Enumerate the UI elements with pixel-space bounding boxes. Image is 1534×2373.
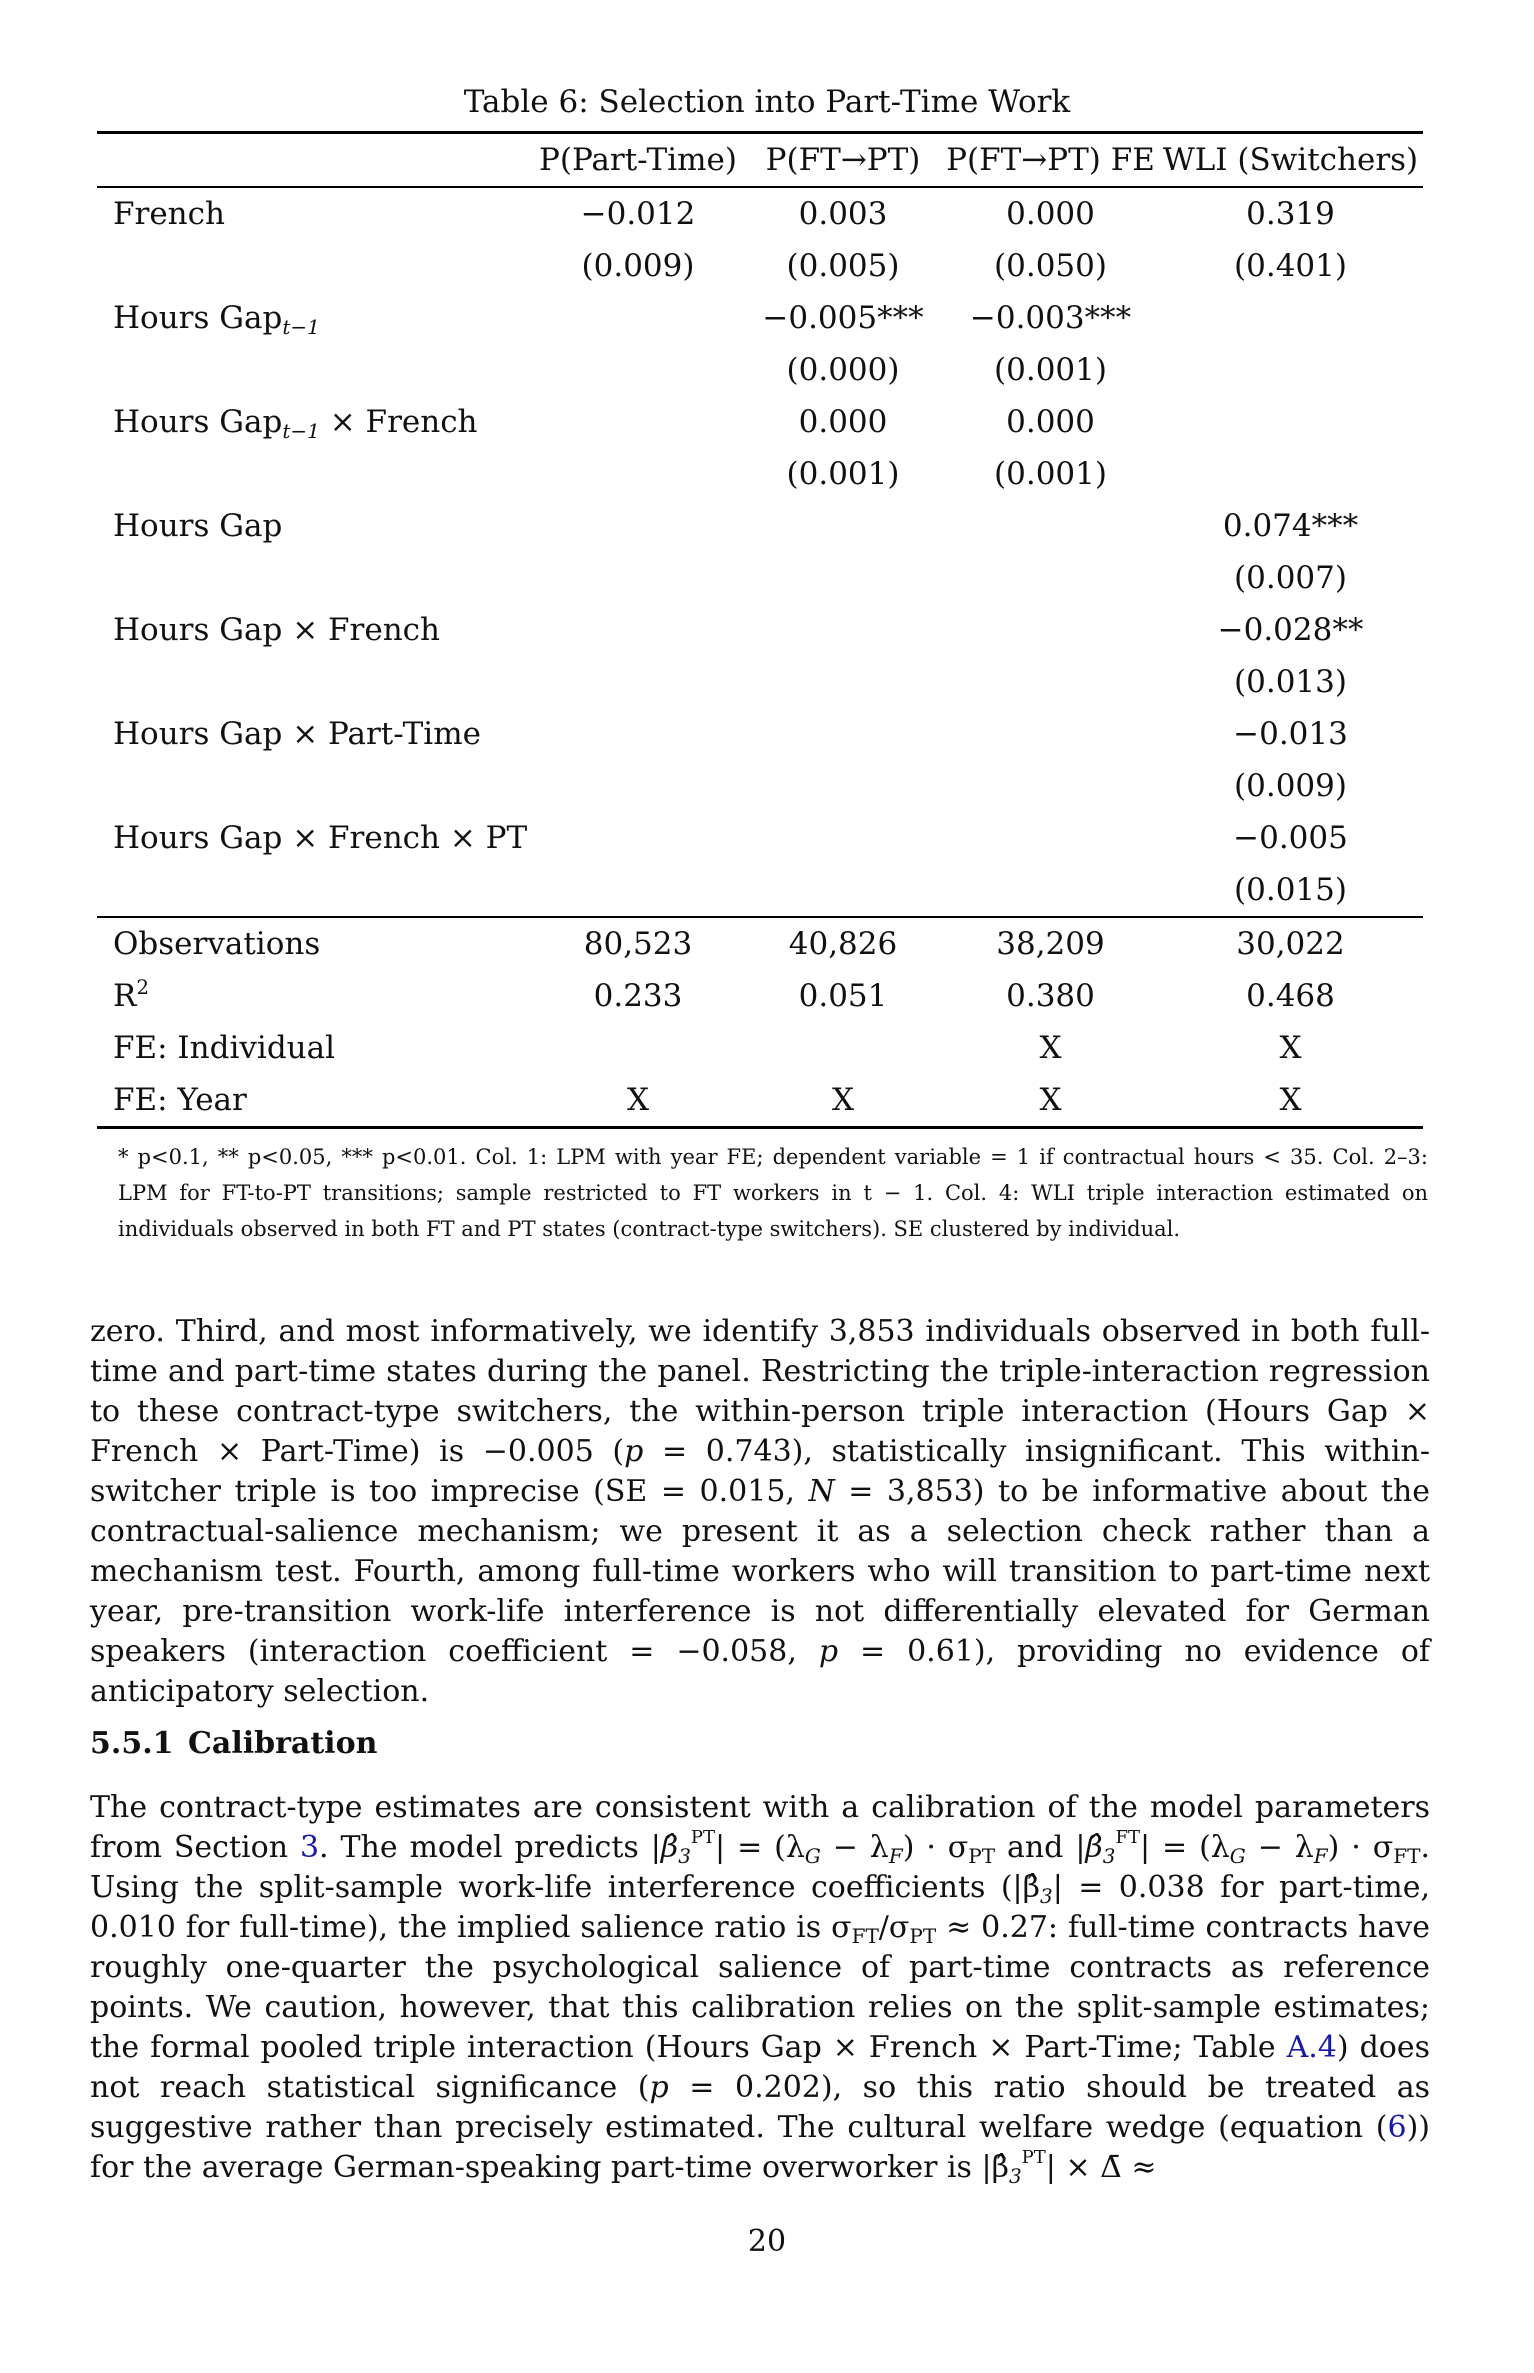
se-cell: [533, 344, 743, 396]
row-label: Hours Gap × Part-Time: [113, 716, 481, 752]
stats-row: [97, 1022, 1423, 1074]
se-cell: [943, 864, 1158, 917]
header-blank: [97, 133, 533, 188]
coef-cell: 0.319: [1158, 187, 1423, 240]
coef-cell: [533, 396, 743, 448]
se-cell: [943, 656, 1158, 708]
stats-cell: X: [743, 1074, 943, 1128]
section-heading: [90, 1724, 377, 1764]
row-label: Hours Gap × French: [113, 612, 440, 648]
column-header: P(FT→PT): [743, 133, 943, 188]
stats-row: [97, 917, 1423, 970]
table-row-se: [97, 344, 1423, 396]
coef-cell: [743, 708, 943, 760]
se-cell: [743, 864, 943, 917]
stats-cell: X: [1158, 1074, 1423, 1128]
coef-cell: [943, 604, 1158, 656]
table-row: [97, 500, 1423, 552]
stats-cell: 0.051: [798, 978, 888, 1014]
coef-cell: −0.012: [533, 187, 743, 240]
section-number: 5.5.1: [90, 1726, 174, 1761]
se-cell: (0.001): [786, 456, 900, 492]
coef-cell: [533, 292, 743, 344]
regression-table: [97, 131, 1423, 1129]
se-cell: [533, 448, 743, 500]
coef-cell: 0.074***: [1222, 508, 1359, 544]
stats-cell: 40,826: [743, 917, 943, 970]
se-cell: (0.007): [1234, 560, 1347, 596]
stats-cell: [743, 1022, 943, 1074]
se-cell: [943, 760, 1158, 812]
coef-cell: [1158, 396, 1423, 448]
coef-cell: −0.003***: [969, 300, 1132, 336]
se-cell: (0.009): [1234, 768, 1347, 804]
se-cell: [1158, 448, 1423, 500]
stats-row: [97, 1074, 1423, 1128]
row-label: Hours Gap$_{t-1}$: [113, 300, 320, 339]
stats-label: FE: Individual: [113, 1030, 336, 1066]
coef-cell: 0.003: [743, 187, 943, 240]
table-row: [97, 708, 1423, 760]
stats-cell: [533, 1022, 743, 1074]
equation-reference-link[interactable]: 6: [1387, 2110, 1407, 2145]
table-row-se: [97, 240, 1423, 292]
se-cell: [533, 864, 743, 917]
se-cell: [743, 760, 943, 812]
se-cell: (0.050): [994, 248, 1107, 284]
stats-label: FE: Year: [97, 1074, 533, 1128]
se-cell: [1158, 344, 1423, 396]
table-note: * p<0.1, ** p<0.05, *** p<0.01. Col. 1: LPM with year FE; dependent variable = 1 if contractual hours < 35. Col. 2–3: LPM for FT-to-PT transitions; sample restricted to FT workers in t − 1. Col. 4: WLI triple interaction estimated on individuals observed in both FT and PT states (contract-type switchers). SE clustered by individual.: [118, 1145, 1428, 1241]
se-cell: [943, 552, 1158, 604]
section-title: Calibration: [188, 1726, 378, 1761]
body-paragraph: The contract-type estimates are consistent with a calibration of the model parameters from Section 3. The model predicts $|\betâ_3^{PT}| = (\lambda_G - \lambda_F) \cdot \sigma_{PT}$ and $|\betâ_3^{FT}| = (\lambda_G - \lambda_F) \cdot \sigma_{FT}$. Using the split-sample work-life interference coefficients ($|\betâ_3| = 0.038$ for part-time, 0.010 for full-time), the implied salience ratio is $\sigma_{FT}/\sigma_{PT} \approx 0.27$: full-time contracts have roughly one-quarter the psychological salience of part-time contracts as reference points. We caution, however, that this calibration relies on the split-sample estimates; the formal pooled triple interaction (Hours Gap × French × Part-Time; Table A.4) does not reach statistical significance (p = 0.202), so this ratio should be treated as suggestive rather than precisely estimated. The cultural welfare wedge (equation (6)) for the average German-speaking part-time overworker is $|\betâ_3^{PT}|$ × Δ̄ ≈: [90, 1790, 1430, 2188]
table-caption: Table 6: Selection into Part-Time Work: [463, 84, 1071, 120]
stats-cell: 0.233: [593, 978, 683, 1014]
se-cell: (0.013): [1234, 664, 1347, 700]
se-cell: (0.401): [1234, 248, 1347, 284]
stats-cell: X: [533, 1074, 743, 1128]
table-reference-link[interactable]: A.4: [1286, 2030, 1337, 2065]
table-row: [97, 396, 1423, 448]
stats-label: $R^2$: [113, 975, 150, 1014]
stats-cell: 30,022: [1158, 917, 1423, 970]
coef-cell: 0.000: [943, 187, 1158, 240]
se-cell: [743, 656, 943, 708]
coef-cell: −0.028**: [1217, 612, 1364, 648]
se-cell: (0.000): [786, 352, 900, 388]
se-cell: [533, 552, 743, 604]
coef-cell: 0.000: [1006, 404, 1095, 440]
table-row-se: [97, 656, 1423, 708]
table-row-se: [97, 552, 1423, 604]
section-reference-link[interactable]: 3: [299, 1830, 320, 1865]
stats-row: [97, 970, 1423, 1022]
coef-cell: [533, 812, 743, 864]
coef-cell: [1158, 292, 1423, 344]
stats-cell: 0.468: [1246, 978, 1335, 1014]
coef-cell: [533, 604, 743, 656]
stats-cell: 80,523: [533, 917, 743, 970]
table-row: [97, 187, 1423, 240]
coef-cell: [943, 812, 1158, 864]
column-header: P(FT→PT) FE: [943, 133, 1158, 188]
stats-label: Observations: [97, 917, 533, 970]
table-header-row: [97, 133, 1423, 188]
coef-cell: [743, 500, 943, 552]
row-label: Hours Gap × French × PT: [113, 820, 528, 856]
column-header: WLI (Switchers): [1158, 133, 1423, 188]
column-header: P(Part-Time): [533, 133, 743, 188]
coef-cell: −0.005***: [762, 300, 924, 336]
coef-cell: [943, 500, 1158, 552]
table-row-se: [97, 760, 1423, 812]
se-cell: (0.001): [994, 456, 1107, 492]
row-label: Hours Gap$_{t-1}$ × French: [113, 404, 478, 443]
table-row: [97, 604, 1423, 656]
se-cell: (0.009): [581, 248, 695, 284]
coef-cell: [533, 708, 743, 760]
coef-cell: [743, 604, 943, 656]
coef-cell: 0.000: [798, 404, 888, 440]
table-row: [97, 812, 1423, 864]
coef-cell: [533, 500, 743, 552]
stats-cell: 0.380: [1006, 978, 1095, 1014]
coef-cell: −0.005: [1233, 820, 1348, 856]
se-cell: (0.001): [994, 352, 1107, 388]
row-label: Hours Gap: [113, 508, 283, 544]
coef-cell: [743, 812, 943, 864]
se-cell: (0.015): [1234, 872, 1347, 908]
row-label: French: [97, 187, 533, 240]
stats-cell: X: [1279, 1030, 1302, 1066]
stats-cell: 38,209: [943, 917, 1158, 970]
coef-cell: −0.013: [1233, 716, 1348, 752]
se-cell: [533, 760, 743, 812]
table-row: [97, 292, 1423, 344]
body-paragraph: zero. Third, and most informatively, we identify 3,853 individuals observed in both full-time and part-time states during the panel. Restricting the triple-interaction regression to these contract-type switchers, the within-person triple interaction (Hours Gap × French × Part-Time) is −0.005 (p = 0.743), statistically insignificant. This within-switcher triple is too imprecise (SE = 0.015, N = 3,853) to be informative about the contractual-salience mechanism; we present it as a selection check rather than a mechanism test. Fourth, among full-time workers who will transition to part-time next year, pre-transition work-life interference is not differentially elevated for German speakers (interaction coefficient = −0.058, p = 0.61), providing no evidence of anticipatory selection.: [90, 1314, 1431, 1709]
stats-cell: X: [943, 1074, 1158, 1128]
coef-cell: [943, 708, 1158, 760]
page-number: 20: [747, 2224, 787, 2259]
se-cell: [533, 656, 743, 708]
table-row-se: [97, 448, 1423, 500]
table-row-se: [97, 864, 1423, 917]
se-cell: (0.005): [786, 248, 900, 284]
se-cell: [743, 552, 943, 604]
stats-cell: X: [1039, 1030, 1062, 1066]
